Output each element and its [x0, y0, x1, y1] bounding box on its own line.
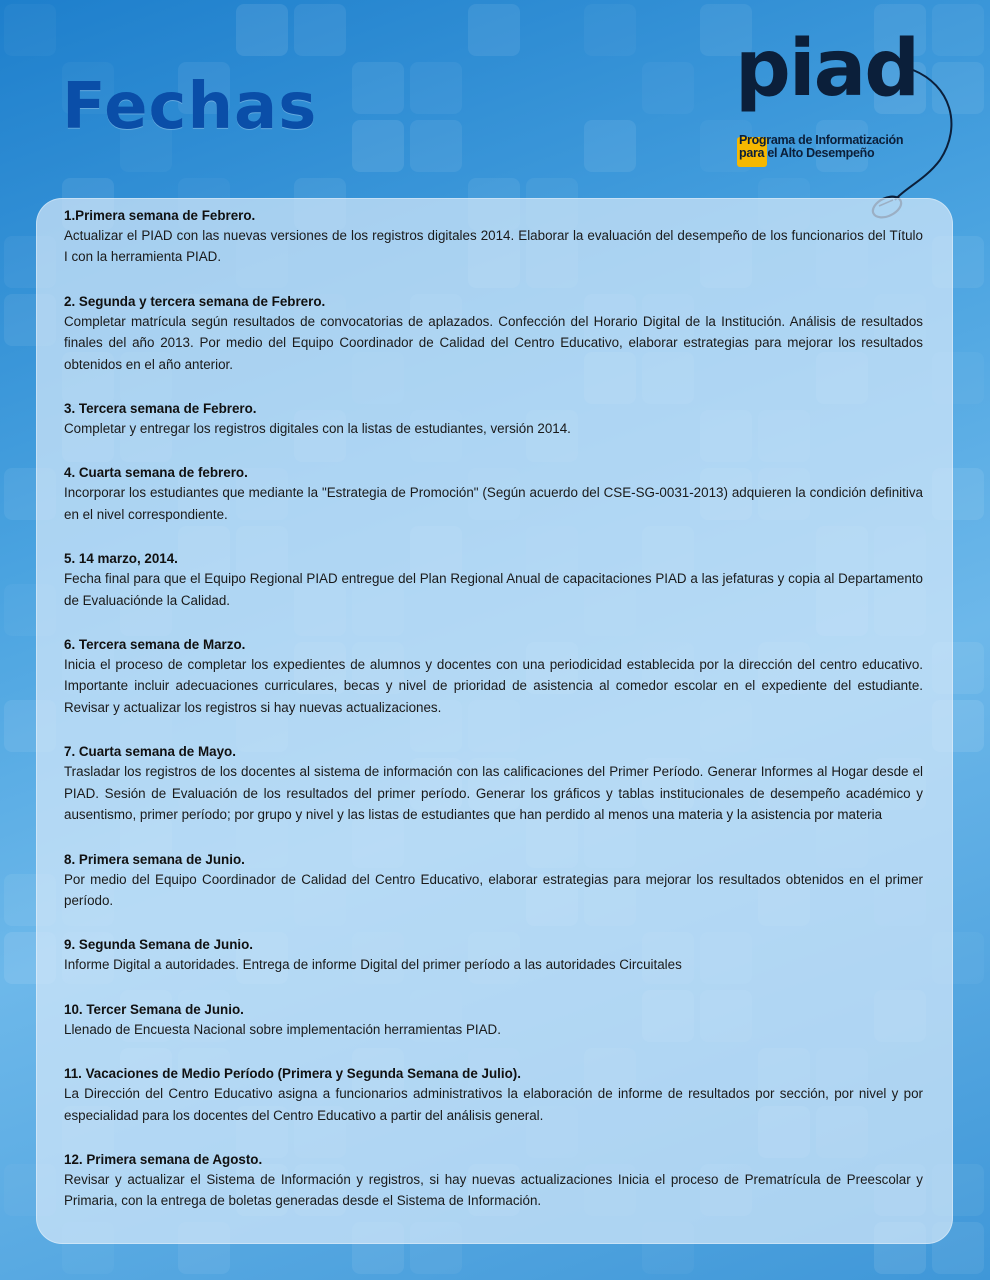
schedule-entry	[64, 1064, 923, 1126]
entry-text: Informe Digital a autoridades. Entrega de informe Digital del primer período a las autoridades Circuitales	[64, 957, 682, 973]
background-tile	[4, 4, 56, 56]
background-tile	[468, 4, 520, 56]
entry-heading: 3. Tercera semana de Febrero.	[64, 401, 257, 417]
schedule-entry	[64, 635, 923, 718]
page-title: Fechas	[62, 70, 318, 144]
schedule-entry	[64, 549, 923, 611]
entry-heading: 9. Segunda Semana de Junio.	[64, 937, 254, 953]
background-tile	[642, 62, 694, 114]
schedule-entry	[64, 935, 923, 975]
entry-text: La Dirección del Centro Educativo asigna a funcionarios administrativos la elaboración de informe de resultados por sección, por nivel y por especialidad para los docentes del Centro Educativo a partir del análisis general.	[64, 1086, 923, 1123]
entry-heading: 8. Primera semana de Junio.	[64, 851, 245, 867]
entry-heading: 12. Primera semana de Agosto.	[64, 1151, 263, 1167]
entry-heading: 5. 14 marzo, 2014.	[64, 551, 178, 567]
entry-text: Llenado de Encuesta Nacional sobre implementación herramientas PIAD.	[64, 1021, 501, 1037]
background-tile	[352, 62, 404, 114]
schedule-entry	[64, 1150, 923, 1212]
entry-heading: 10. Tercer Semana de Junio.	[64, 1001, 244, 1017]
piad-logo	[735, 24, 965, 220]
entry-text: Actualizar el PIAD con las nuevas versiones de los registros digitales 2014. Elaborar la evaluación del desempeño de los funcionarios del Título I con la herramienta PIAD.	[64, 228, 923, 265]
schedule-panel	[36, 198, 953, 1244]
background-tile	[294, 4, 346, 56]
entry-heading: 4. Cuarta semana de febrero.	[64, 465, 248, 481]
entry-text: Completar y entregar los registros digitales con la listas de estudiantes, versión 2014.	[64, 421, 571, 437]
schedule-entry	[64, 850, 923, 912]
schedule-entry	[64, 292, 923, 375]
logo-subtitle	[739, 134, 949, 160]
schedule-entry	[64, 206, 923, 268]
entry-heading: 6. Tercera semana de Marzo.	[64, 637, 246, 653]
entry-text: Inicia el proceso de completar los expedientes de alumnos y docentes con una periodicidad establecida por la dirección del centro educativo. Importante incluir adecuaciones curriculares, becas y nivel de prioridad de asistencia al comedor escolar en el expediente del estudiante. Revisar y actualizar los registros si hay nuevas actualizaciones.	[64, 657, 923, 715]
background-tile	[584, 4, 636, 56]
schedule-entry	[64, 1000, 923, 1040]
entry-text: Incorporar los estudiantes que mediante la "Estrategia de Promoción" (Según acuerdo del CSE-SG-0031-2013) adquieren la condición definitiva en el nivel correspondiente.	[64, 485, 923, 522]
schedule-entry	[64, 463, 923, 525]
entry-text: Revisar y actualizar el Sistema de Información y registros, si hay nuevas actualizaciones Inicia el proceso de Prematrícula de Preescolar y Primaria, con la entrega de boletas generadas desde el Sistema de Información.	[64, 1171, 923, 1209]
logo-wordmark	[735, 24, 965, 186]
schedule-entry	[64, 399, 923, 439]
entry-heading: 7. Cuarta semana de Mayo.	[64, 744, 236, 760]
entry-text: Por medio del Equipo Coordinador de Calidad del Centro Educativo, elaborar estrategias para mejorar los resultados obtenidos en el primer período.	[64, 871, 923, 908]
entry-heading: 11. Vacaciones de Medio Período (Primera y Segunda Semana de Julio).	[64, 1066, 521, 1082]
logo-word-text: piad	[735, 24, 919, 114]
entry-text: Fecha final para que el Equipo Regional PIAD entregue del Plan Regional Anual de capacitaciones PIAD a las jefaturas y copia al Departamento de Evaluaciónde la Calidad.	[64, 571, 923, 608]
entry-text: Completar matrícula según resultados de convocatorias de aplazados. Confección del Horario Digital de la Institución. Análisis de resultados finales del año 2013. Por medio del Equipo Coordinador de Calidad del Centro Educativo, elaborar estrategias para mejorar los resultados obtenidos en el año anterior.	[64, 313, 923, 372]
background-tile	[584, 120, 636, 172]
logo-subtitle-line1: Programa de Informatización	[739, 133, 904, 147]
entry-heading: 1.Primera semana de Febrero.	[64, 208, 256, 223]
entry-heading: 2. Segunda y tercera semana de Febrero.	[64, 293, 326, 309]
background-tile	[410, 62, 462, 114]
schedule-entry	[64, 742, 923, 825]
background-tile	[352, 120, 404, 172]
background-tile	[236, 4, 288, 56]
logo-subtitle-line2: para el Alto Desempeño	[739, 146, 875, 160]
entry-text: Trasladar los registros de los docentes al sistema de información con las calificaciones del Primer Período. Generar Informes al Hogar desde el PIAD. Sesión de Evaluación de los resultados del primer período. Generar los gráficos y tablas institucionales de desempeño académico y ausentismo, primer período; por grupo y nivel y las listas de estudiantes que han perdido al menos una materia y la asistencia por materia	[64, 764, 923, 823]
background-tile	[410, 120, 462, 172]
